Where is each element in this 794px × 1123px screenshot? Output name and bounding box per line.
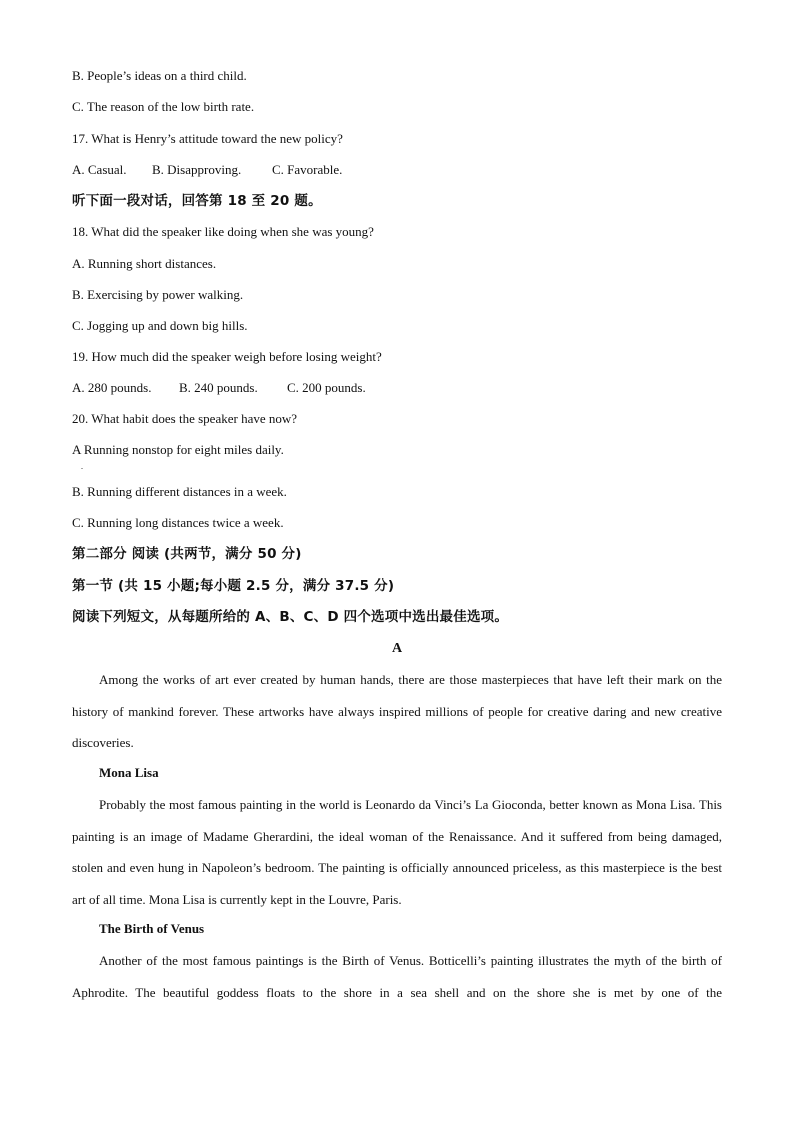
dialog-section-heading: 听下面一段对话，回答第 18 至 20 题。	[72, 193, 322, 209]
q18-question: 18. What did the speaker like doing when she was young?	[72, 224, 374, 239]
q18-option-b: B. Exercising by power walking.	[72, 287, 244, 302]
q20-question: 20. What habit does the speaker have now?	[72, 411, 298, 426]
q17-option-c: C. Favorable.	[272, 162, 343, 177]
birth-of-venus-paragraph: Another of the most famous paintings is the Birth of Venus. Botticelli’s painting illustrates the myth of the birth of Aphrodite. The beautiful goddess floats to the shore in a sea shell and on the shore she is met by one of the	[72, 953, 722, 1000]
stray-dot-mark: .	[81, 462, 83, 471]
mona-lisa-heading: Mona Lisa	[99, 765, 159, 780]
birth-of-venus-heading: The Birth of Venus	[99, 921, 205, 936]
passage-intro: Among the works of art ever created by human hands, there are those masterpieces that have left their mark on the history of mankind forever. These artworks have always inspired millions of people for creative daring and new creative discoveries.	[72, 672, 722, 750]
q16-option-b: B. People’s ideas on a third child.	[72, 68, 247, 83]
q20-option-b: B. Running different distances in a week.	[72, 484, 287, 499]
q17-options	[72, 162, 342, 178]
q19-option-c: C. 200 pounds.	[287, 380, 366, 395]
q18-option-a: A. Running short distances.	[72, 256, 217, 271]
q19-options	[72, 380, 366, 396]
q16-option-c: C. The reason of the low birth rate.	[72, 99, 255, 114]
q17-option-b: B. Disapproving.	[152, 162, 242, 177]
q17-option-a: A. Casual.	[72, 162, 127, 177]
q19-option-b: B. 240 pounds.	[179, 380, 258, 395]
part2-section1: 第一节 (共 15 小题;每小题 2.5 分，满分 37.5 分)	[72, 578, 395, 594]
q19-option-a: A. 280 pounds.	[72, 380, 152, 395]
part2-title: 第二部分 阅读 (共两节，满分 50 分)	[72, 546, 302, 562]
q18-option-c: C. Jogging up and down big hills.	[72, 318, 248, 333]
q19-question: 19. How much did the speaker weigh before losing weight?	[72, 349, 382, 364]
q20-option-c: C. Running long distances twice a week.	[72, 515, 284, 530]
mona-lisa-paragraph: Probably the most famous painting in the world is Leonardo da Vinci’s La Gioconda, better known as Mona Lisa. This painting is an image of Madame Gherardini, the ideal woman of the Renaissance. And it suffered from being damaged, stolen and even hung in Napoleon’s bedroom. The painting is officially announced priceless, as this masterpiece is the best art of all time. Mona Lisa is currently kept in the Louvre, Paris.	[72, 797, 722, 907]
q17-question: 17. What is Henry’s attitude toward the new policy?	[72, 131, 343, 146]
part2-instruction: 阅读下列短文，从每题所给的 A、B、C、D 四个选项中选出最佳选项。	[72, 609, 509, 625]
passage-label: A	[391, 641, 403, 656]
q20-option-a: A Running nonstop for eight miles daily.	[72, 442, 284, 457]
